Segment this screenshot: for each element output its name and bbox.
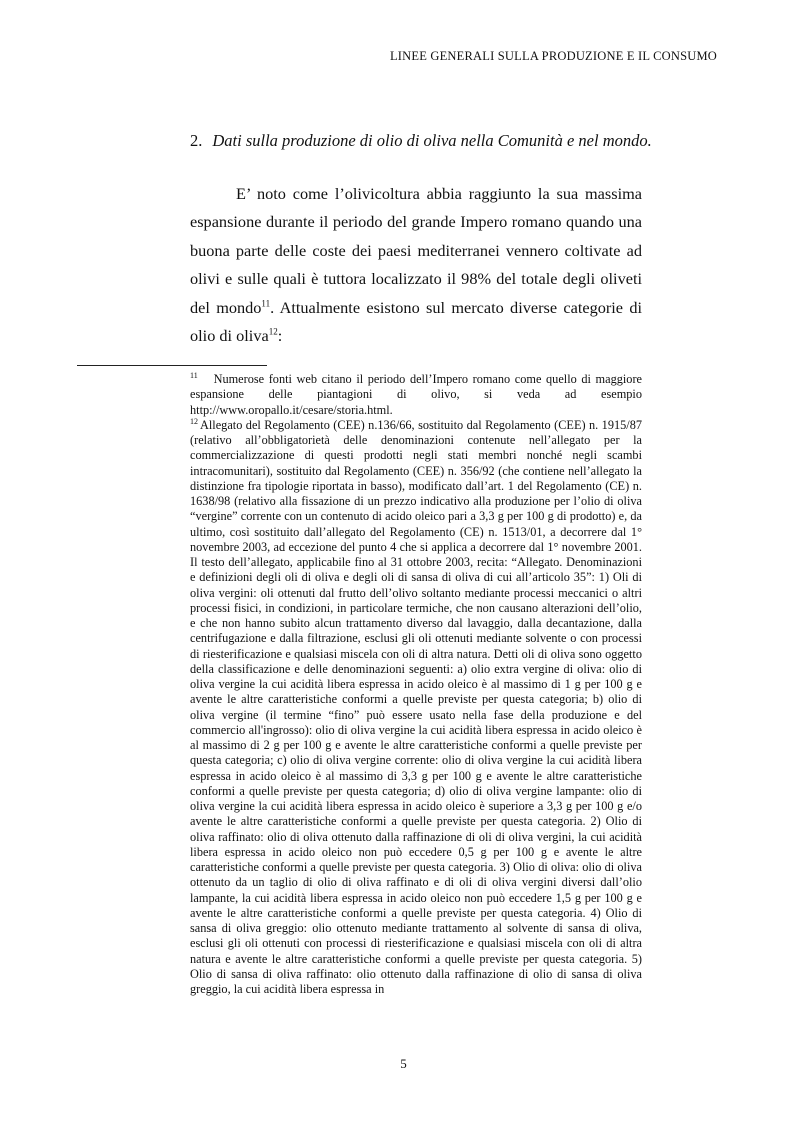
body-text-part-2: . Attualmente esistono sul mercato diverse categorie di olio di oliva <box>190 297 642 346</box>
body-text-part-3: : <box>277 326 283 346</box>
footnote-ref-11[interactable]: 11 <box>261 298 271 309</box>
section-title: Dati sulla produzione di olio di oliva nella Comunità e nel mondo. <box>212 131 652 150</box>
footnote-marker: 11 <box>190 370 198 380</box>
footnote-text: Allegato del Regolamento (CEE) n.136/66, sostituito dal Regolamento (CEE) n. 1915/87 (relativo all’obbligatorietà delle denominazioni contenute nell’allegato per la commercializzazione di questi prodotti negli stati membri nonché negli scambi intracomunitari), sostituito dal Regolamento (CEE) n. 356/92 (che contiene nell’allegato la distinzione fra tipologie riportata in basso), modificato dall’art. 1 del Regolamento (CE) n. 1638/98 (relativo alla fissazione di un prezzo indicativo alla produzione per l’olio di oliva “vergine” corrente con un contenuto di acido oleico pari a 3,3 g per 100 g di prodotto) e, da ultimo, così sostituito dall’allegato del Regolamento (CE) n. 1513/01, a decorrere dal 1° novembre 2003, ad eccezione del punto 4 che si applica a decorrere dal 1° novembre 2001. Il testo dell’allegato, applicabile fino al 31 ottobre 2003, recita: “Allegato. Denominazioni e definizioni degli oli di oliva e degli oli di sansa di oliva di cui all’articolo 35”: 1) Oli di oliva vergini: oli ottenuti dal frutto dell’olivo soltanto mediante processi meccanici o altri processi fisici, in condizioni, in particolare termiche, che non causano alterazioni dell’olio, e che non hanno subito alcun trattamento diverso dal lavaggio, dalla decantazione, dalla centrifugazione e dalla filtrazione, esclusi gli oli ottenuti mediante solvente o con processi di riesterificazione e qualsiasi miscela con oli di altra natura. Detti oli di oliva sono oggetto della classificazione e delle denominazioni seguenti: a) olio extra vergine di oliva: olio di oliva vergine la cui acidità libera espressa in acido oleico è al massimo di 1 g per 100 g e avente le altre caratteristiche conformi a quelle previste per questa categoria; b) olio di oliva vergine (il termine “fino” può essere usato nella fase della produzione e del commercio all'ingrosso): olio di oliva vergine la cui acidità libera espressa in acido oleico è al massimo di 2 g per 100 g e avente le altre caratteristiche conformi a quelle previste per questa categoria; c) olio di oliva vergine corrente: olio di oliva vergine la cui acidità libera espressa in acido oleico è al massimo di 3,3 g per 100 g e avente le altre caratteristiche conformi a quelle previste per questa categoria; d) olio di oliva vergine lampante: olio di oliva vergine la cui acidità libera espressa in acido oleico è superiore a 3,3 g per 100 g e/o avente le altre caratteristiche conformi a quelle previste per questa categoria. 2) Olio di oliva raffinato: olio di oliva ottenuto dalla raffinazione di oli di oliva vergini, la cui acidità libera espressa in acido oleico non può eccedere 0,5 g per 100 g e avente le altre caratteristiche conformi a quelle previste per questa categoria. 3) Olio di oliva: olio di oliva ottenuto da un taglio di olio di oliva raffinato e di oli di oliva vergini diversi dall’olio lampante, la cui acidità libera espressa in acido oleico non può eccedere 1,5 g per 100 g e avente le altre caratteristiche conformi a quelle previste per questa categoria. 4) Olio di sansa di oliva greggio: olio ottenuto mediante trattamento al solvente di sansa di oliva, esclusi gli oli ottenuti con processi di riesterificazione e qualsiasi miscela con oli di altra natura e avente le altre caratteristiche conformi a quelle previste per questa categoria. 5) Olio di sansa di oliva raffinato: olio ottenuto dalla raffinazione di olio di sansa di oliva greggio, la cui acidità libera espressa in <box>190 417 642 996</box>
body-paragraph <box>190 180 642 350</box>
footnote-12 <box>190 418 642 998</box>
footnote-separator <box>77 365 267 366</box>
footnote-11 <box>190 372 642 418</box>
footnote-marker: 12 <box>190 416 198 426</box>
section-heading <box>190 131 652 151</box>
footnote-text: Numerose fonti web citano il periodo dell’Impero romano come quello di maggiore espansione delle piantagioni di olivo, si veda ad esempio http://www.oropallo.it/cesare/storia.html. <box>190 372 642 417</box>
body-text-part-1: E’ noto come l’olivicoltura abbia raggiunto la sua massima espansione durante il periodo del grande Impero romano quando una buona parte delle coste dei paesi mediterranei vennero coltivate ad olivi e sulle quali è tuttora localizzato il 98% del totale degli oliveti del mondo <box>190 184 642 317</box>
page-number: 5 <box>400 1056 407 1071</box>
running-header: LINEE GENERALI SULLA PRODUZIONE E IL CONSUMO <box>389 49 717 63</box>
footnotes <box>190 372 642 997</box>
section-number: 2. <box>190 131 203 150</box>
footnote-ref-12[interactable]: 12 <box>268 326 278 337</box>
